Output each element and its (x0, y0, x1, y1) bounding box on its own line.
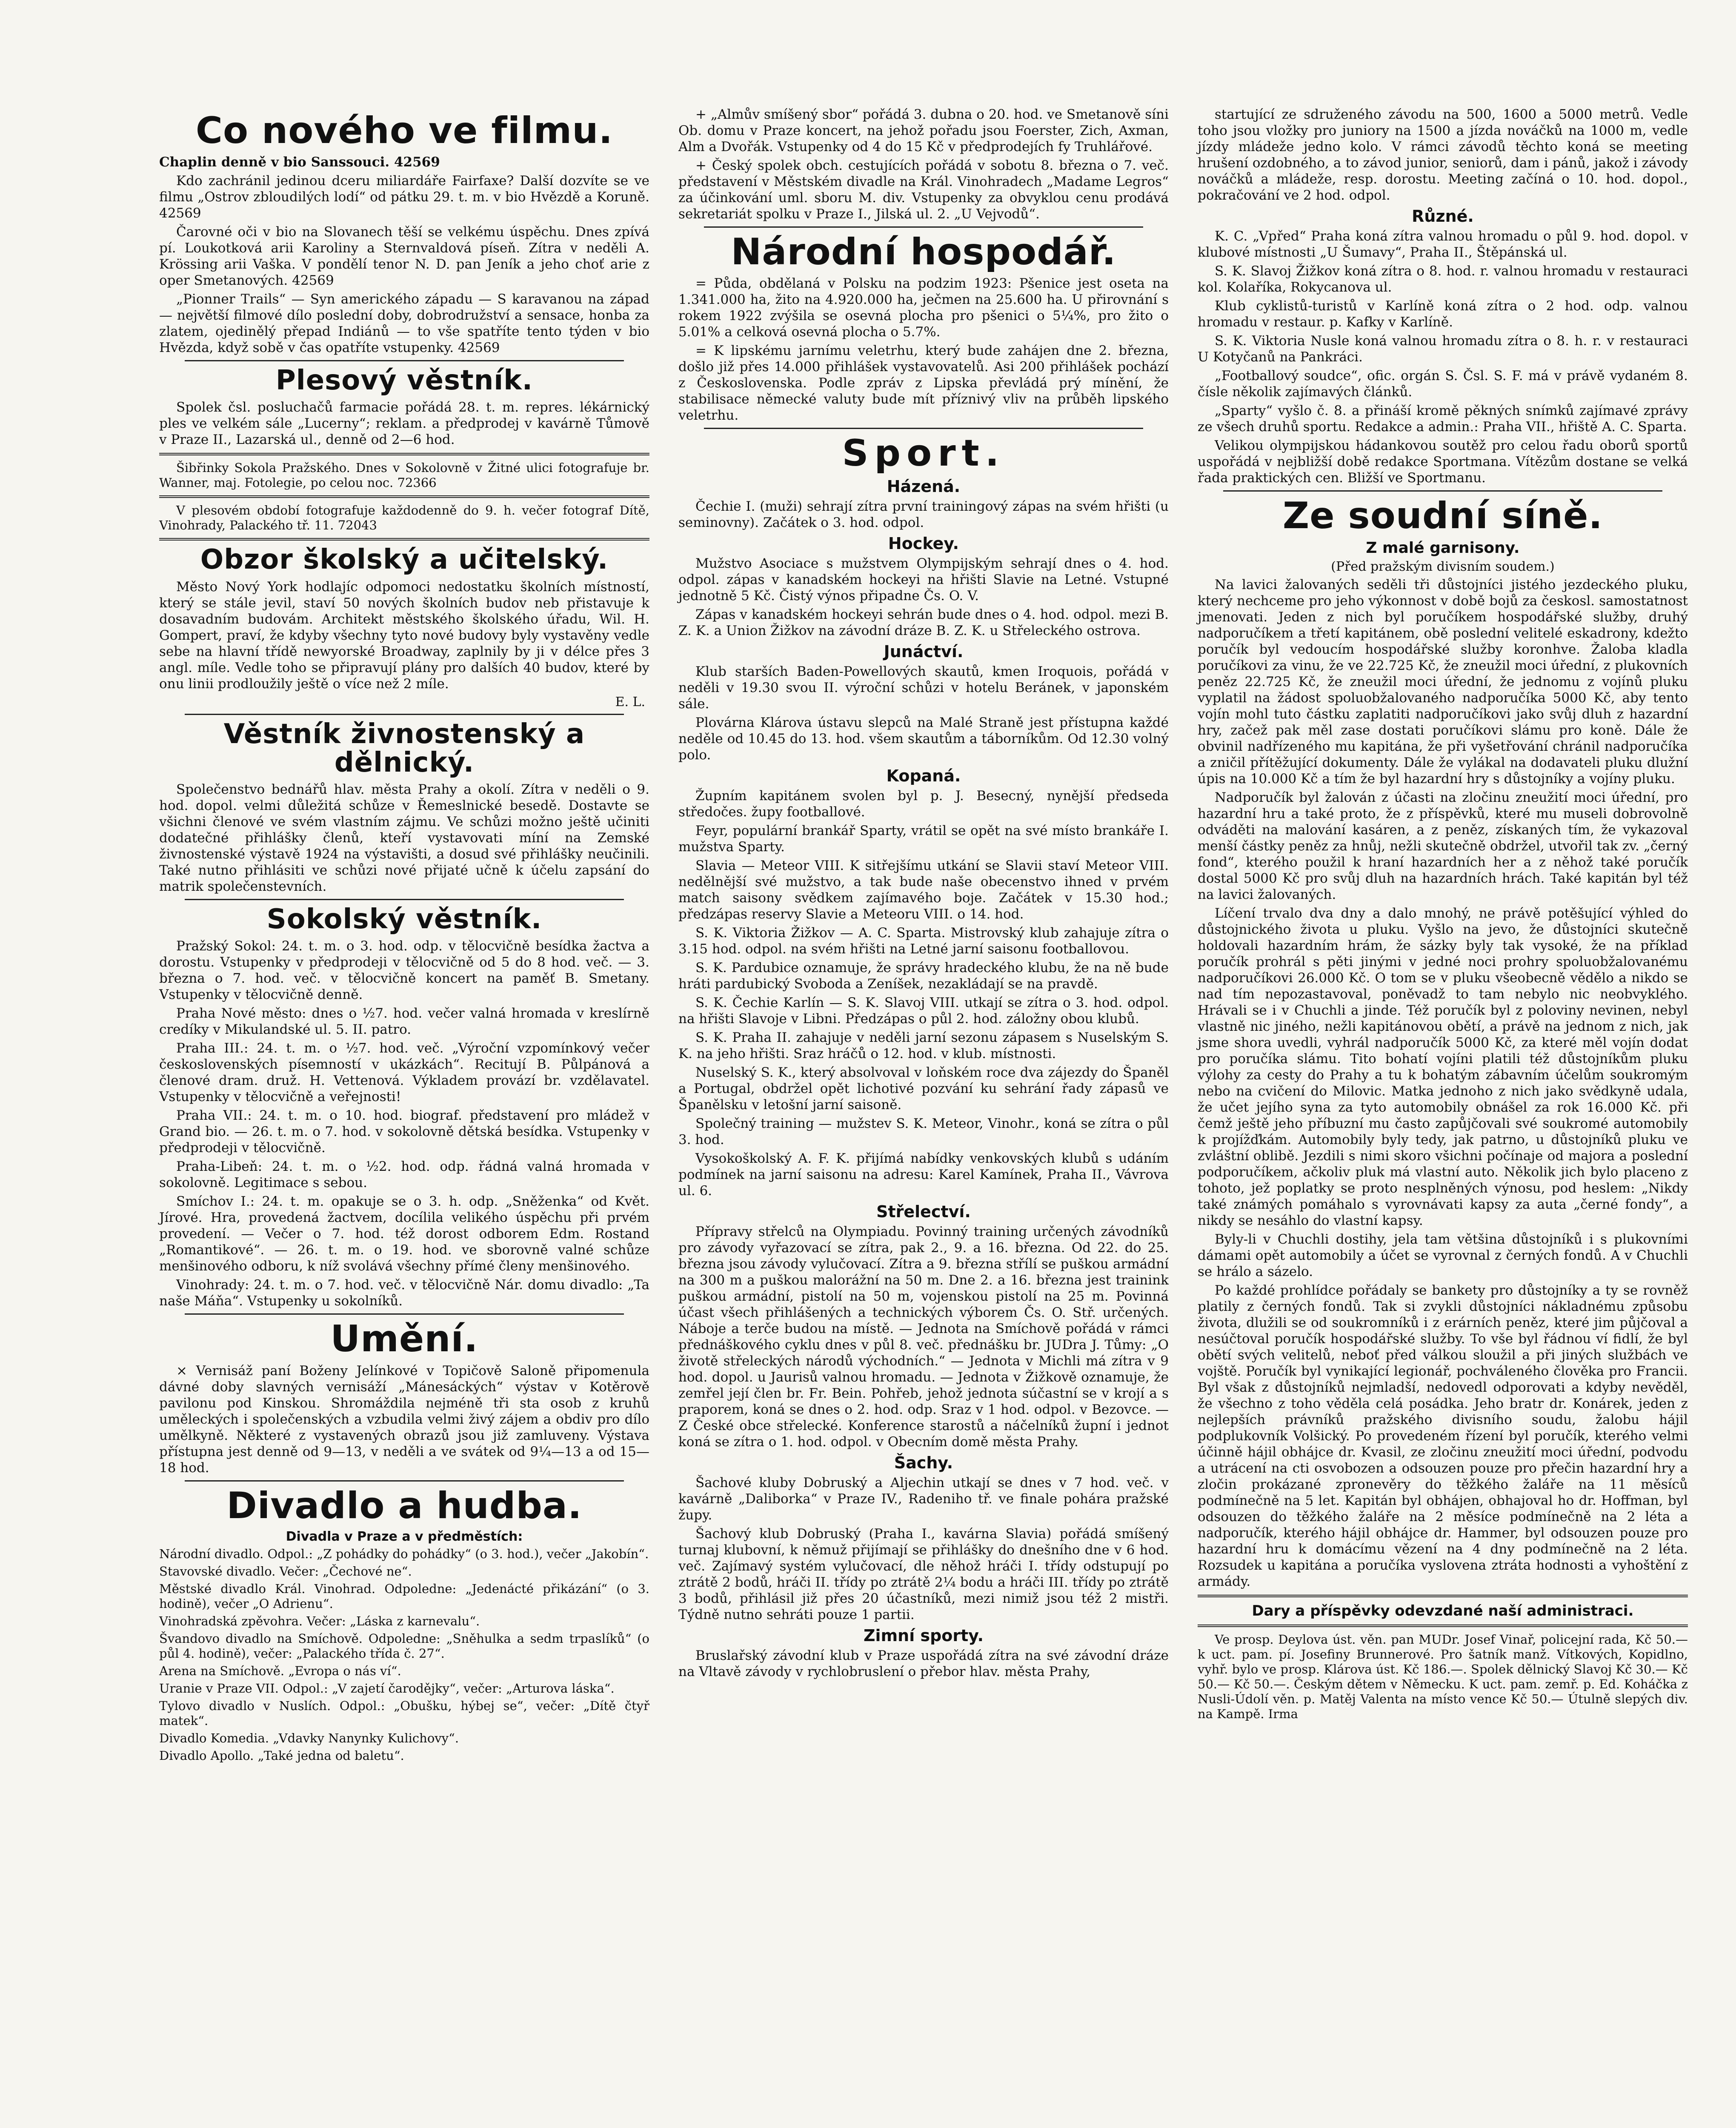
sport-item: Šachový klub Dobruský (Praha I., kavárna Slavia) pořádá smíšený turnaj klubovní, k němuž přijímají se přihlášky do dnešního dne v 6 hod. več. Zajímavý systém vylučovací, dle něhož hráči I. třídy odstupují po ztrátě 2 bodů, hráči II. třídy po ztrátě 2¼ bodu a hráči III. třídy po ztrátě 3 bodů, přihlásil již přes 20 účastníků, mezi nimiž jsou též 2 mistři. Týdně nutno sehráti pouze 1 partii. (678, 1526, 1169, 1622)
sokol-item: Praha-Libeň: 24. t. m. o ½2. hod. odp. řádná valná hromada v sokolovně. Legitimace s sebou. (159, 1159, 649, 1191)
divadlo-listing: Tylovo divadlo v Nuslích. Odpol.: „Obušku, hýbej se“, večer: „Dítě čtyř matek“. (159, 1698, 649, 1728)
divider (1223, 490, 1662, 492)
sport-item: S. K. Pardubice oznamuje, že správy hradeckého klubu, že na ně bude hráti pardubický Svoboda a Zeníšek, nezakládají se na pravdě. (678, 960, 1169, 992)
divider (185, 1480, 624, 1482)
skolsky-item: Město Nový York hodlajíc odpomoci nedostatku školních místností, který se stále jevil, staví 50 nových školních budov neb přistavuje k dosavadním budovám. Architekt městského školského úřadu, Wil. H. Gompert, praví, že kdyby všechny tyto nové budovy byly vystavěny vedle sebe na hlavní třídě newyorské Broadway, zaplnily by ji v délce přes 3 angl. míle. Vedle toho se připravují plány pro dalších 40 budov, které by onu linii prodloužily ještě o více než 2 míle. (159, 579, 649, 692)
divider (1198, 1625, 1688, 1627)
ples-heading: Plesový věstník. (275, 365, 533, 397)
ruzne-item: K. C. „Vpřed“ Praha koná zítra valnou hromadu o půl 9. hod. dopol. v klubové místnosti „U Šumavy“, Praha II., Štěpánská ul. (1198, 229, 1688, 260)
sport-item: Klub starších Baden-Powellových skautů, kmen Iroquois, pořádá v neděli v 19.30 svou II. výroční schůzi v hotelu Beránek, v japonském sále. (678, 664, 1169, 712)
zivnost-item: Společenstvo bednářů hlav. města Prahy a okolí. Zítra v neděli o 9. hod. dopol. velmi důležitá schůze v Řemeslnické besedě. Dostavte se všichni členové ve svém vlastním zájmu. Ve schůzi možno ještě učiniti dodatečné přihlášky členů, kteří vystavovati míní na Zemské živnostenské výstavě 1924 na výstavišti, a dosud své přihlášky neučinili. Také nutno přihlásiti ve schůzi nové přijaté učně k účelu zapsání do matrik společenstevních. (159, 782, 649, 895)
divadlo-listing: Uranie v Praze VII. Odpol.: „V zajetí čarodějky“, večer: „Arturova láska“. (159, 1681, 615, 1696)
divadlo-listing: Švandovo divadlo na Smíchově. Odpoledne: „Sněhulka a sedm trpaslíků“ (o půl 4. hodině), večer: „Palackého třída č. 27“. (159, 1631, 649, 1661)
divadlo-listing: Městské divadlo Král. Vinohrad. Odpoledne: „Jedenácté přikázání“ (o 3. hodině), večer „O Adrienu“. (159, 1581, 649, 1611)
sport-item: Župním kapitánem svolen byl p. J. Besecný, nynější předseda středočes. župy footballové. (678, 788, 1169, 820)
divider (704, 428, 1143, 429)
hospodar-heading: Národní hospodář. (731, 231, 1116, 273)
soud-subheading: (Před pražským divisním soudem.) (1331, 559, 1555, 575)
ples-ad: V plesovém období fotografuje každodenně do 9. h. večer fotograf Dítě, Vinohrady, Palackého tř. 11. 72043 (159, 503, 649, 533)
soud-paragraph: Nadporučík byl žalován z účasti na zločinu zneužití moci úřední, pro hazardní hru a také proto, že z příspěvků, které mu museli dobrovolně odváděti na malování kasáren, a z peněz, získaných tím, že vykazoval menší částky peněz za hnůj, nežli skutečně obdržel, utvořil tak zv. „černý fond“, kterého použil k hraní hazardních her a z něhož také poručík dostal 5000 Kč pro svůj dluh na hazardních hrách. Také kapitán byl též na lavici žalovaných. (1198, 790, 1688, 903)
sokol-item: Praha Nové město: dnes o ½7. hod. večer valná hromada v kreslírně credíky v Mikulandské ul. 5. II. patro. (159, 1006, 649, 1038)
soud-paragraph: Na lavici žalovaných seděli tři důstojníci jistého jezdeckého pluku, který nechceme pro jeho výkonnost v době bojů za českosl. samostatnost jmenovati. Jeden z nich byl poručíkem hospodářské služby, druhý nadporučíkem a třetí kapitánem, obě poslední velitelé eskadrony, kdežto poručík byl vedoucím hospodářské služby koronhve. Žaloba kladla poručíkovi za vinu, že ve 22.725 Kč, že zneužil moci úřední, z plukovních peněz 22.725 Kč, že zneužil moci úřední, že jednomu z vojínů pluku vyplatil na žádost spoluobžalovaného nadporučíka 5000 Kč, aby tento vojín mohl tuto částku zaplatiti nadporučíkovi jako svůj dluh z hazardní hry, začež pak měl zase dostati poručíkovi slámu pro koně. Dále že obvinil nadřízeného mu kapitána, že při vyšetřování chránil nadporučíka a zničil přítěžující dokumenty. Dále že vylákal na dodavateli pluku dlužní úpis na 10.000 Kč a tím že byl hazardní hry s důstojníky a vojíny pluku. (1198, 577, 1688, 787)
sport-item: Bruslařský závodní klub v Praze uspořádá zítra na své závodní dráze na Vltavě závody v rychlobruslení o přebor hlav. města Prahy, (678, 1647, 1169, 1679)
newspaper-page (153, 106, 1694, 2128)
ples-ad: Šibřinky Sokola Pražského. Dnes v Sokolovně v Žitné ulici fotografuje br. Wanner, maj. Fotolegie, po celou noc. 72366 (159, 460, 649, 490)
umeni-item: × Vernisáž paní Boženy Jelínkové v Topičově Saloně připomenula dávné doby slavných vernisáží „Mánesáckých“ výstav v Kotěrově pavilonu pod Kinskou. Shromáždila nejméně tři sta osob z kruhů uměleckých i společenských a vzbudila velmi živý zájem a obdiv pro dílo umělkyně. Některé z vystavených obrazů jsou již zamluveny. Výstava přístupna jest denně od 9—13, v neděli a ve svátek od 9¼—13 a od 15—18 hod. (159, 1363, 649, 1476)
column-3 (1192, 106, 1694, 2128)
divadlo-listing: Divadlo Apollo. „Také jedna od baletu“. (159, 1748, 404, 1763)
section-heading: Kopaná. (886, 766, 961, 785)
sport-item: Šachové kluby Dobruský a Aljechin utkají se dnes v 7 hod. več. v kavárně „Daliborka“ v Praze IV., Radeniho tř. ve finale pohára pražské župy. (678, 1475, 1169, 1523)
sport-item: Společný training — mužstev S. K. Meteor, Vinohr., koná se zítra o půl 3. hod. (678, 1115, 1169, 1147)
ruzne-item: „Sparty“ vyšlo č. 8. a přináší kromě pěkných snímků zajímavé zprávy ze všech druhů sportu. Redakce a admin.: Praha VII., hřiště A. C. Sparta. (1198, 403, 1688, 435)
hospodar-item: = K lipskému jarnímu veletrhu, který bude zahájen dne 2. března, došlo již přes 14.000 přihlášek vystavovatelů. Asi 200 přihlášek pochází z Československa. Podle zpráv z Lipska převládá prý mínění, že stabilisace německé valuty bude mít příznivý vliv na průběh lipského veletrhu. (678, 343, 1169, 423)
zima-continued: startující ze sdruženého závodu na 500, 1600 a 5000 metrů. Vedle toho jsou vložky pro juniory na 1500 a jízda nováčků na 1000 m, vedle jízdy mládeže jedno kolo. V rámci závodů těchto koná se meeting hrušení ozdobného, a to závod junior, seniorů, dam i pánů, jakož i závody nováčků a mládeže, resp. dorostu. Meeting začíná o 10. hod. dopol., pokračování ve 2 hod. odpol. (1198, 107, 1688, 203)
soud-paragraph: Byly-li v Chuchli dostihy, jela tam většina důstojníků i s plukovními dámami opět automobily a účet se vyrovnal z černých fondů. A v Chuchli se hrálo a sázelo. (1198, 1232, 1688, 1280)
sport-item: Přípravy střelců na Olympiadu. Povinný training určených závodníků pro závody vyřazovací se zítra, pak 2., 9. a 16. března. Od 22. do 25. března jsou závody vylučovací. Zítra a 9. března střílí se puškou armádní na 300 m a puškou malorážní na 50 m. Dne 2. a 16. března jest trainink puškou armádní, pistolí na 50 m, vojenskou pistolí na 25 m. Povinná účast všech přihlášených a technických výborem Čs. O. Stř. určených. Náboje a terče budou na místě. — Jednota na Smíchově pořádá v rámci přednáškového cyklu dnes v půl 8. več. přednášku br. JUDra J. Tůmy: „O životě střeleckých národů východních.“ — Jednota v Michli má zítra v 9 hod. dopol. u Jaurisů valnou hromadu. — Jednota v Žižkově oznamuje, že zemřel její člen br. Fr. Bein. Pohřeb, jehož jednota súčastní se v krojí a s praporem, koná se dnes o 2. hod. odp. Sraz v 1 hod. odpol. v Bezovce. — Z České obce střelecké. Konference starostů a náčelníků župní i jednot koná se zítra o 1. hod. odpol. v Obecním domě města Prahy. (678, 1224, 1169, 1450)
section-heading: Střelectví. (876, 1202, 971, 1221)
divider (159, 538, 649, 541)
sport-item: Čechie I. (muži) sehrají zítra první trainingový zápas na svém hřišti (u seminovny). Začátek o 3. hod. odpol. (678, 498, 1169, 530)
soud-paragraph: Líčení trvalo dva dny a dalo mnohý, ne právě potěšující výhled do důstojnického života u pluku. Vyšlo na jevo, že důstojníci skutečně holdovali hazardním hrám, že sázky byly tak vysoké, že na příklad poručík prohrál s pěti jinými v jedné noci prohry spoluobžalovanému nadporučíkovi 26.000 Kč. O tom se v pluku všeobecně vědělo a nikdo se nad tím nepozastavoval, poněvadž to tam nebylo nic neobvyklého. Hrávali se i v Chuchli a jinde. Též poručík byl z poloviny nevinen, nebyl vlastně nic jiného, nežli kapitánovou obětí, a právě na jednom z nich, jak jsme shora uvedli, vyhrál nadporučík 5000 Kč, za které měl vojín dodat pro poručíka slámu. Tito bohatí vojíni platili též důstojníkům pluku výlohy za cesty do Prahy a tu k bohatým zábavním účelům soukromým nebo na cvičení do Milovic. Matka jednoho z nich jako svědkyně udala, že učet jejího syna za tyto automobily obnášel za rok 16.000 Kč. při čemž ještě jeho příbuzní mu často zapůjčovali své soukromé automobily k projížďkám. Automobily byly tedy, jak patrno, u důstojníků pluku ve zvláštní oblibě. Jezdili s nimi skoro všichni počínaje od majora a poslední podporučíkem, ačkoliv pluk má vlastní auto. Několik jich bylo placeno z tohoto, jež poplatky se proto nesplněných výnosu, pod heslem: „Nikdy také známých pomáhalo s vyrovnávati kapsy za auta „černé fondy“, a nikdy se nesáhlo do vlastní kapsy. (1198, 906, 1688, 1229)
section-heading: Různé. (1412, 207, 1474, 226)
sport-item: Slavia — Meteor VIII. K sitřejšímu utkání se Slavii staví Meteor VIII. nedělnější své mužstvo, a tak bude naše obecenstvo ihned v prvém match saisony svědkem zajímavého boje. Začátek v 15.30 hod.; předzápas reservy Slavie a Meteoru VIII. o 14. hod. (678, 858, 1169, 922)
skolsky-heading: Obzor školský a učitelský. (200, 544, 609, 576)
divadlo-listing: Stavovské divadlo. Večer: „Čechové ne“. (159, 1564, 412, 1579)
sport-item: S. K. Čechie Karlín — S. K. Slavoj VIII. utkají se zítra o 3. hod. odpol. na hřišti Slavoje v Libni. Předzápas o půl 2. hod. záložny obou klubů. (678, 995, 1169, 1027)
divider (185, 899, 624, 900)
sport-item: Mužstvo Asociace s mužstvem Olympijským sehrají dnes o 4. hod. odpol. zápas v kanadském hockeyi na hřišti Slavie na Letné. Vstupné jednotně 5 Kč. Čistý výnos připadne Čs. O. V. (678, 555, 1169, 604)
film-item: Chaplin denně v bio Sanssouci. 42569 (159, 154, 440, 170)
divider (159, 453, 649, 455)
film-item: Čarovné oči v bio na Slovanech těší se velkému úspěchu. Dnes zpívá pí. Loukotková arii Karoliny a Sternvaldová píseň. Zítra v neděli A. Krössing arii Vaška. V pondělí tenor N. D. pan Jeník a jeho choť arie z oper Smetanových. 42569 (159, 224, 649, 289)
sport-item: Vysokoškolský A. F. K. přijímá nabídky venkovských klubů s udáním podmínek na jarní saisonu na adresu: Karel Kamínek, Praha II., Vávrova ul. 6. (678, 1150, 1169, 1198)
sokol-item: Smíchov I.: 24. t. m. opakuje se o 3. h. odp. „Sněženka“ od Květ. Jírové. Hra, provedená žactvem, docílila velikého úspěchu při prvém provedení. — Večer o 7. hod. též dorost odborem Edm. Rostand „Romantikové“. — 26. t. m. o 19. hod. ve sborovně valné schůze menšinového odboru, k níž svolává všechny přímé členy menšinového. (159, 1194, 649, 1274)
ruzne-item: S. K. Slavoj Žižkov koná zítra o 8. hod. r. valnou hromadu v restauraci kol. Kolaříka, Rokycanova ul. (1198, 263, 1688, 295)
ruzne-item: Velikou olympijskou hádankovou soutěž pro celou řadu oborů sportů uspořádá v nejbližší době redakce Sportmana. Vítězům dostane se velká řada praktických cen. Bližší ve Sportmanu. (1198, 438, 1688, 486)
sokol-item: Praha III.: 24. t. m. o ½7. hod. več. „Výroční vzpomínkový večer československých písemností v ukázkách“. Recitují B. Půlpánová a členové dram. druž. H. Vettenová. Výkladem provází br. vzdělavatel. Vstupenky v tělocvičně a veřejnosti! (159, 1041, 649, 1105)
divadlo-listing: Divadlo Komedia. „Vdavky Nanynky Kulichovy“. (159, 1730, 459, 1745)
divadlo-heading: Divadlo a hudba. (226, 1484, 582, 1527)
section-heading: Šachy. (894, 1453, 953, 1472)
soud-heading: Ze soudní síně. (1282, 495, 1603, 537)
ruzne-item: S. K. Viktoria Nusle koná valnou hromadu zítra o 8. h. r. v restauraci U Kotyčanů na Pankráci. (1198, 333, 1688, 365)
hospodar-item: = Půda, obdělaná v Polsku na podzim 1923: Pšenice jest oseta na 1.341.000 ha, žito na 4.920.000 ha, ječmen na 25.600 ha. U přirovnání s rokem 1922 zvýšila se osevná plocha pro pšenici o 5¼%, pro žito o 5.01% a celková osevná plocha o 5.7%. (678, 276, 1169, 340)
sokol-item: Praha VII.: 24. t. m. o 10. hod. biograf. představení pro mládež v Grand bio. — 26. t. m. o 7. hod. v sokolovně dětská besídka. Vstupenky v předprodeji v tělocvičně. (159, 1108, 649, 1156)
film-heading: Co nového ve filmu. (195, 109, 613, 152)
sokol-item: Pražský Sokol: 24. t. m. o 3. hod. odp. v tělocvičně besídka žactva a dorostu. Vstupenky v předprodeji v tělocvičně od 5 do 8 hod. več. — 3. března o 7. hod. več. v tělocvičně koncert na paměť B. Smetany. Vstupenky v tělocvičně denně. (159, 938, 649, 1003)
umeni-heading: Umění. (330, 1318, 478, 1361)
sport-item: Plovárna Klárova ústavu slepců na Malé Straně jest přístupna každé neděle od 10.45 do 13. hod. všem skautům a táborníkům. Od 12.30 volný polo. (678, 715, 1169, 763)
column-2 (672, 106, 1175, 2128)
divider (159, 495, 649, 498)
section-heading: Zimní sporty. (863, 1626, 984, 1645)
zivnost-heading: Věstník živnostenský a dělnický. (223, 718, 585, 778)
sport-heading: Sport. (842, 432, 1005, 475)
divider (185, 360, 624, 361)
section-heading: Junáctví. (884, 642, 964, 661)
film-item: „Pionner Trails“ — Syn amerického západu — S karavanou na západ — největší filmové dílo poslední doby, dobrodružství a sensace, honba za zlatem, ojedinělý přepad Indiánů — to vše spatříte tento týden v bio Hvězda, když sobě v čas opatříte vstupenky. 42569 (159, 292, 649, 356)
sport-item: S. K. Viktoria Žižkov — A. C. Sparta. Mistrovský klub zahajuje zítra o 3.15 hod. odpol. na svém hřišti na Letné jarní saisonu footballovou. (678, 925, 1169, 957)
film-item: Kdo zachránil jedinou dceru miliardáře Fairfaxe? Další dozvíte se ve filmu „Ostrov zbloudilých lodí“ od pátku 29. t. m. v bio Hvězdě a Koruně. 42569 (159, 173, 649, 221)
divadlo-listing: Vinohradská zpěvohra. Večer: „Láska z karnevalu“. (159, 1613, 480, 1628)
soud-paragraph: Po každé prohlídce pořádaly se bankety pro důstojníky a ty se rovněž platily z černých fondů. Tak si zvykli důstojníci nákladnému způsobu života, dlužili se od soukromníků i z erárních peněz, které jim půjčoval a nesúčtoval poručík hospodářské služby. To vše byl řádnou ví fidlí, že byl obětí svých velitelů, neboť před válkou sloužil a při jiných službách ve vojště. Poručík byl vynikající legionář, pochváleného člověka pro Francii. Byl však z důstojníků nejmladší, nedovedl odporovati a kdyby nevěděl, že všechno z toho věděla celá posádka. Jeho bratr dr. Konárek, jeden z nejlepších právníků pražského divisního soudu, žalobu hájil podplukovník Volšický. Po provedeném řízení byl poručík, kterého velmi účinně hájil obhájce dr. Kvasil, ze zločinu zneužití moci úřední, podvodu a utrácení na cti osvobozen a odsouzen pouze pro přečin hazardní hry a zločin prokázané zpronevěry do těžkého žaláře na 11 měsíců podmínečně na 5 let. Kapitán byl obhájen, obhajoval ho dr. Hoffman, byl odsouzen do těžkého žaláře na 2 měsíce podmínečně na 2 léta a nadporučík, kterého hájil obhájce dr. Hammer, byl odsouzen pouze pro hazardní hru k domácímu vězení na 4 dny podmínečně na 2 léta. Rozsudek u kapitána a poručíka vyslovena ztráta hodnosti a vyhoštění z armády. (1198, 1283, 1688, 1590)
dary-item: Ve prosp. Deylova úst. věn. pan MUDr. Josef Vinař, policejní rada, Kč 50.— k uct. pam. pí. Josefiny Brunnerové. Pro šatník manž. Vítkových, Kopidlno, vyhř. bylo ve prosp. Klárova úst. Kč 186.—. Spolek dělnický Slavoj Kč 30.— Kč 50.— Kč 50.—. Českým dětem v Německu. K uct. pam. zemř. p. Ed. Koháčka z Nusli-Údolí věn. p. Matěj Valenta na místo vence Kč 50.— Útulně slepých div. na Kampě. Irma (1198, 1632, 1688, 1722)
sokol-heading: Sokolský věstník. (266, 904, 542, 935)
divider (185, 714, 624, 715)
author-initials: E. L. (615, 694, 645, 709)
section-heading: Hockey. (888, 534, 959, 553)
concert-item: + „Almův smíšený sbor“ pořádá 3. dubna o 20. hod. ve Smetanově síni Ob. domu v Praze koncert, na jehož pořadu jsou Foerster, Zich, Axman, Alm a Dvořák. Vstupenky od 4 do 15 Kč v předprodejích fy Truhlářové. (678, 107, 1169, 154)
divider (704, 226, 1143, 228)
section-heading: Házená. (887, 477, 961, 496)
sokol-item: Vinohrady: 24. t. m. o 7. hod. več. v tělocvičně Nár. domu divadlo: „Ta naše Máňa“. Vstupenky u sokolníků. (159, 1277, 649, 1309)
concert-item: + Český spolek obch. cestujících pořádá v sobotu 8. března o 7. več. představení v Městském divadle na Král. Vinohradech „Madame Legros“ za účinkování uml. sboru M. div. Vstupenky za obvyklou cenu prodává sekretariát spolku v Praze I., Jilská ul. 2. „U Vejvodů“. (678, 158, 1169, 222)
divider (185, 1313, 624, 1315)
soud-subheading: Z malé garnisony. (1366, 539, 1520, 557)
sport-item: S. K. Praha II. zahajuje v neděli jarní sezonu zápasem s Nuselským S. K. na jeho hřišti. Sraz hráčů o 12. hod. v klub. místnosti. (678, 1030, 1169, 1061)
divadlo-listing: Arena na Smíchově. „Evropa o nás ví“. (159, 1663, 401, 1678)
divadlo-listing: Národní divadlo. Odpol.: „Z pohádky do pohádky“ (o 3. hod.), večer „Jakobín“. (159, 1546, 649, 1561)
sport-item: Feyr, populární brankář Sparty, vrátil se opět na své místo brankáře I. mužstva Sparty. (678, 823, 1169, 855)
divider (1198, 1595, 1688, 1597)
dary-heading: Dary a příspěvky odevzdané naší administraci. (1252, 1602, 1634, 1620)
ruzne-item: Klub cyklistů-turistů v Karlíně koná zítra o 2 hod. odp. valnou hromadu v restaur. p. Kafky v Karlíně. (1198, 298, 1688, 330)
ples-item: Spolek čsl. posluchačů farmacie pořádá 28. t. m. repres. lékárnický ples ve velkém sále „Lucerny“; reklam. a předprodej v kavárně Tůmově v Praze II., Lazarská ul., denně od 2—6 hod. (159, 400, 649, 448)
divadlo-subheading: Divadla v Praze a v předměstích: (286, 1529, 523, 1544)
column-1 (153, 106, 655, 2128)
sport-item: Nuselský S. K., který absolvoval v loňském roce dva zájezdy do Španěl a Portugal, obdržel opět lichotivé pozvání ku sehrání řady zápasů ve Španělsku v letošní jarní saisoně. (678, 1064, 1169, 1113)
sport-item: Zápas v kanadském hockeyi sehrán bude dnes o 4. hod. odpol. mezi B. Z. K. a Union Žižkov na závodní dráze B. Z. K. u Střeleckého ostrova. (678, 606, 1169, 638)
ruzne-item: „Footballový soudce“, ofic. orgán S. Čsl. S. F. má v právě vydaném 8. čísle několik zajímavých článků. (1198, 368, 1688, 400)
